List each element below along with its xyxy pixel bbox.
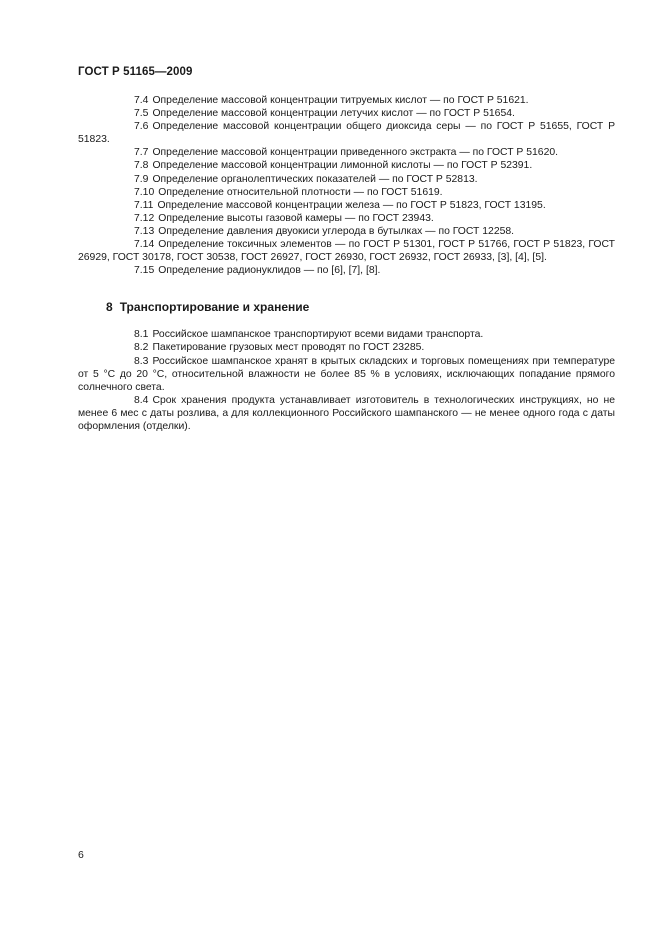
clause-text: Определение массовой концентрации железа — по ГОСТ Р 51823, ГОСТ 13195. [157,199,546,211]
clause-number: 7.5 [134,108,149,120]
clause-text: Определение высоты газовой камеры — по ГОСТ 23943. [158,212,434,224]
list-item [78,159,615,172]
clause-text: Определение массовой концентрации титруемых кислот — по ГОСТ Р 51621. [152,95,529,106]
clause-number: 7.8 [134,160,149,172]
clause-number: 7.11 [134,199,154,211]
list-item [78,341,615,354]
section-heading [78,299,615,315]
clause-number: 8.4 [134,394,149,406]
clause-text: Определение радионуклидов — по [6], [7], [8]. [158,265,381,277]
list-item [78,394,615,433]
list-item [78,107,615,120]
list-item [78,212,615,225]
clause-number: 7.10 [134,186,155,198]
document-header: ГОСТ Р 51165—2009 [78,66,193,78]
clause-number: 7.6 [134,121,149,133]
list-item [78,199,615,212]
clause-text: Определение массовой концентрации летучих кислот — по ГОСТ Р 51654. [152,108,515,120]
clause-number: 8.1 [134,329,149,341]
clause-number: 7.7 [134,147,149,159]
list-item [78,225,615,238]
clause-text: Пакетирование грузовых мест проводят по ГОСТ 23285. [152,342,425,354]
clause-text: Определение массовой концентрации общего диоксида серы — по ГОСТ Р 51655, ГОСТ Р 51823. [78,121,615,146]
list-item [78,146,615,159]
clause-number: 7.9 [134,173,149,185]
clause-number: 8.3 [134,355,149,367]
clause-text: Определение массовой концентрации приведенного экстракта — по ГОСТ Р 51620. [152,147,559,159]
list-item [78,264,615,277]
list-item [78,238,615,264]
clause-text: Определение органолептических показателей — по ГОСТ Р 52813. [152,173,478,185]
list-item [78,94,615,107]
list-item [78,120,615,146]
list-item [78,173,615,186]
document-body [78,94,615,433]
clause-text: Российское шампанское транспортируют всеми видами транспорта. [152,329,484,341]
clause-number: 7.14 [134,239,155,251]
clause-text: Определение массовой концентрации лимонной кислоты — по ГОСТ Р 52391. [152,160,533,172]
clause-number: 7.13 [134,225,155,237]
list-item [78,186,615,199]
list-item [78,328,615,341]
clause-text: Срок хранения продукта устанавливает изготовитель в технологических инструкциях, но не менее 6 мес с даты розлива, а для коллекционного Российского шампанского — не менее одного года с даты оформления (отделки). [78,394,615,432]
section-number: 8 [106,300,113,315]
clause-text: Определение относительной плотности — по ГОСТ 51619. [158,186,443,198]
list-item [78,355,615,394]
clause-text: Российское шампанское хранят в крытых складских и торговых помещениях при температуре от 5 °С до 20 °С, относительной влажности не более 85 % в условиях, исключающих попадание прямого солнечного света. [78,355,615,393]
clause-number: 7.4 [134,95,149,106]
clause-text: Определение токсичных элементов — по ГОСТ Р 51301, ГОСТ Р 51766, ГОСТ Р 51823, ГОСТ 26929, ГОСТ 30178, ГОСТ 30538, ГОСТ 26927, ГОСТ 26930, ГОСТ 26932, ГОСТ 26933, [3], [4], [5]. [78,239,615,264]
page-number: 6 [78,849,84,861]
clause-number: 7.15 [134,265,155,277]
clause-number: 7.12 [134,212,155,224]
clause-number: 8.2 [134,342,149,354]
section-title: Транспортирование и хранение [119,300,310,315]
clause-text: Определение давления двуокиси углерода в бутылках — по ГОСТ 12258. [158,225,515,237]
